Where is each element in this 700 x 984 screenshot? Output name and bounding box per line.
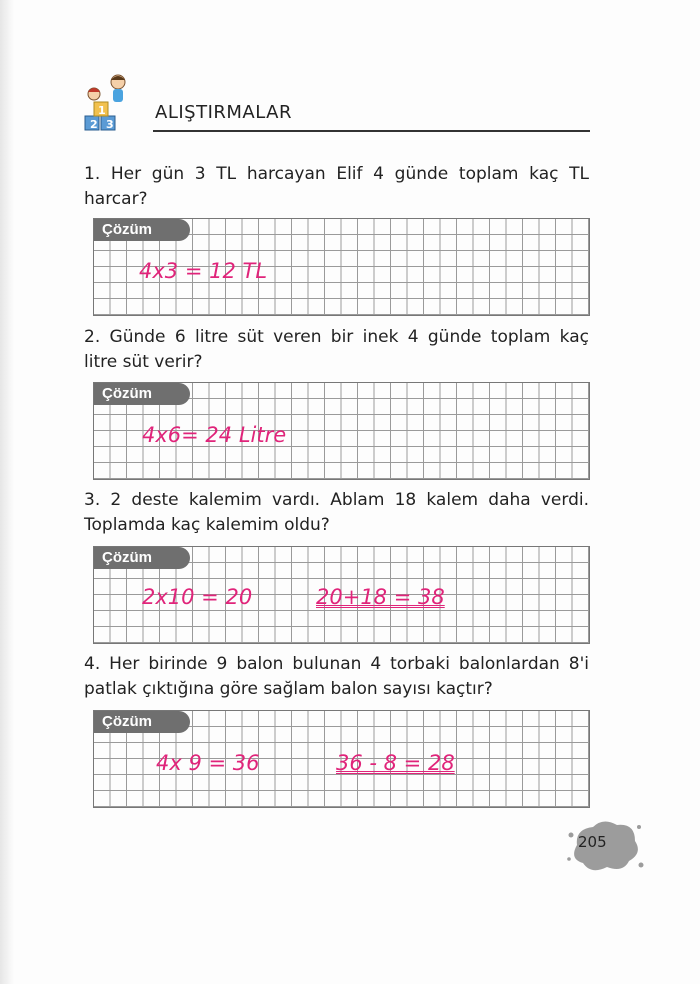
question-4-line-2: patlak çıktığına göre sağlam balon sayısı kaçtır? (84, 679, 493, 699)
question-2-line-2: litre süt verir? (84, 352, 203, 372)
section-header (80, 72, 590, 136)
answer-1-1: 4x3 = 12 TL (139, 259, 268, 283)
question-3-line-2: Toplamda kaç kalemim oldu? (84, 515, 330, 535)
kids-numbers-logo-icon (80, 72, 142, 134)
question-3-text-cont (84, 513, 589, 538)
solution-grid-3 (93, 546, 590, 644)
page-number: 205 (578, 833, 607, 851)
question-2-text-cont (84, 350, 589, 375)
question-2-line-1: 2. Günde 6 litre süt veren bir inek 4 günde toplam kaç (84, 327, 589, 347)
answer-4-2: 36 - 8 = 28 (336, 751, 455, 775)
title-underline (153, 130, 590, 132)
question-4-text-cont (84, 677, 589, 702)
question-4-line-1: 4. Her birinde 9 balon bulunan 4 torbaki balonlardan 8'i (84, 654, 589, 674)
question-3-text (84, 488, 589, 513)
solution-label-3: Çözüm (94, 547, 190, 569)
solution-grid-2 (93, 382, 590, 480)
page-title: ALIŞTIRMALAR (155, 102, 292, 123)
page-edge (0, 0, 14, 984)
question-2-text (84, 325, 589, 350)
question-1-text (84, 162, 589, 187)
solution-grid-4 (93, 710, 590, 808)
answer-3-2: 20+18 = 38 (316, 585, 445, 609)
svg-text:3: 3 (106, 118, 114, 131)
svg-text:1: 1 (98, 104, 106, 117)
solution-grid-1 (93, 218, 590, 316)
svg-text:2: 2 (90, 118, 98, 131)
solution-label-1: Çözüm (94, 219, 190, 241)
answer-4-1: 4x 9 = 36 (156, 751, 260, 775)
solution-label-2: Çözüm (94, 383, 190, 405)
question-4-text (84, 652, 589, 677)
solution-label-4: Çözüm (94, 711, 190, 733)
question-1-line-1: 1. Her gün 3 TL harcayan Elif 4 günde toplam kaç TL (84, 164, 589, 184)
question-3-line-1: 3. 2 deste kalemim vardı. Ablam 18 kalem daha verdi. (84, 490, 589, 510)
question-1-text-cont (84, 187, 589, 212)
answer-3-1: 2x10 = 20 (142, 585, 253, 609)
question-1-line-2: harcar? (84, 189, 148, 209)
answer-2-1: 4x6= 24 Litre (142, 423, 287, 447)
